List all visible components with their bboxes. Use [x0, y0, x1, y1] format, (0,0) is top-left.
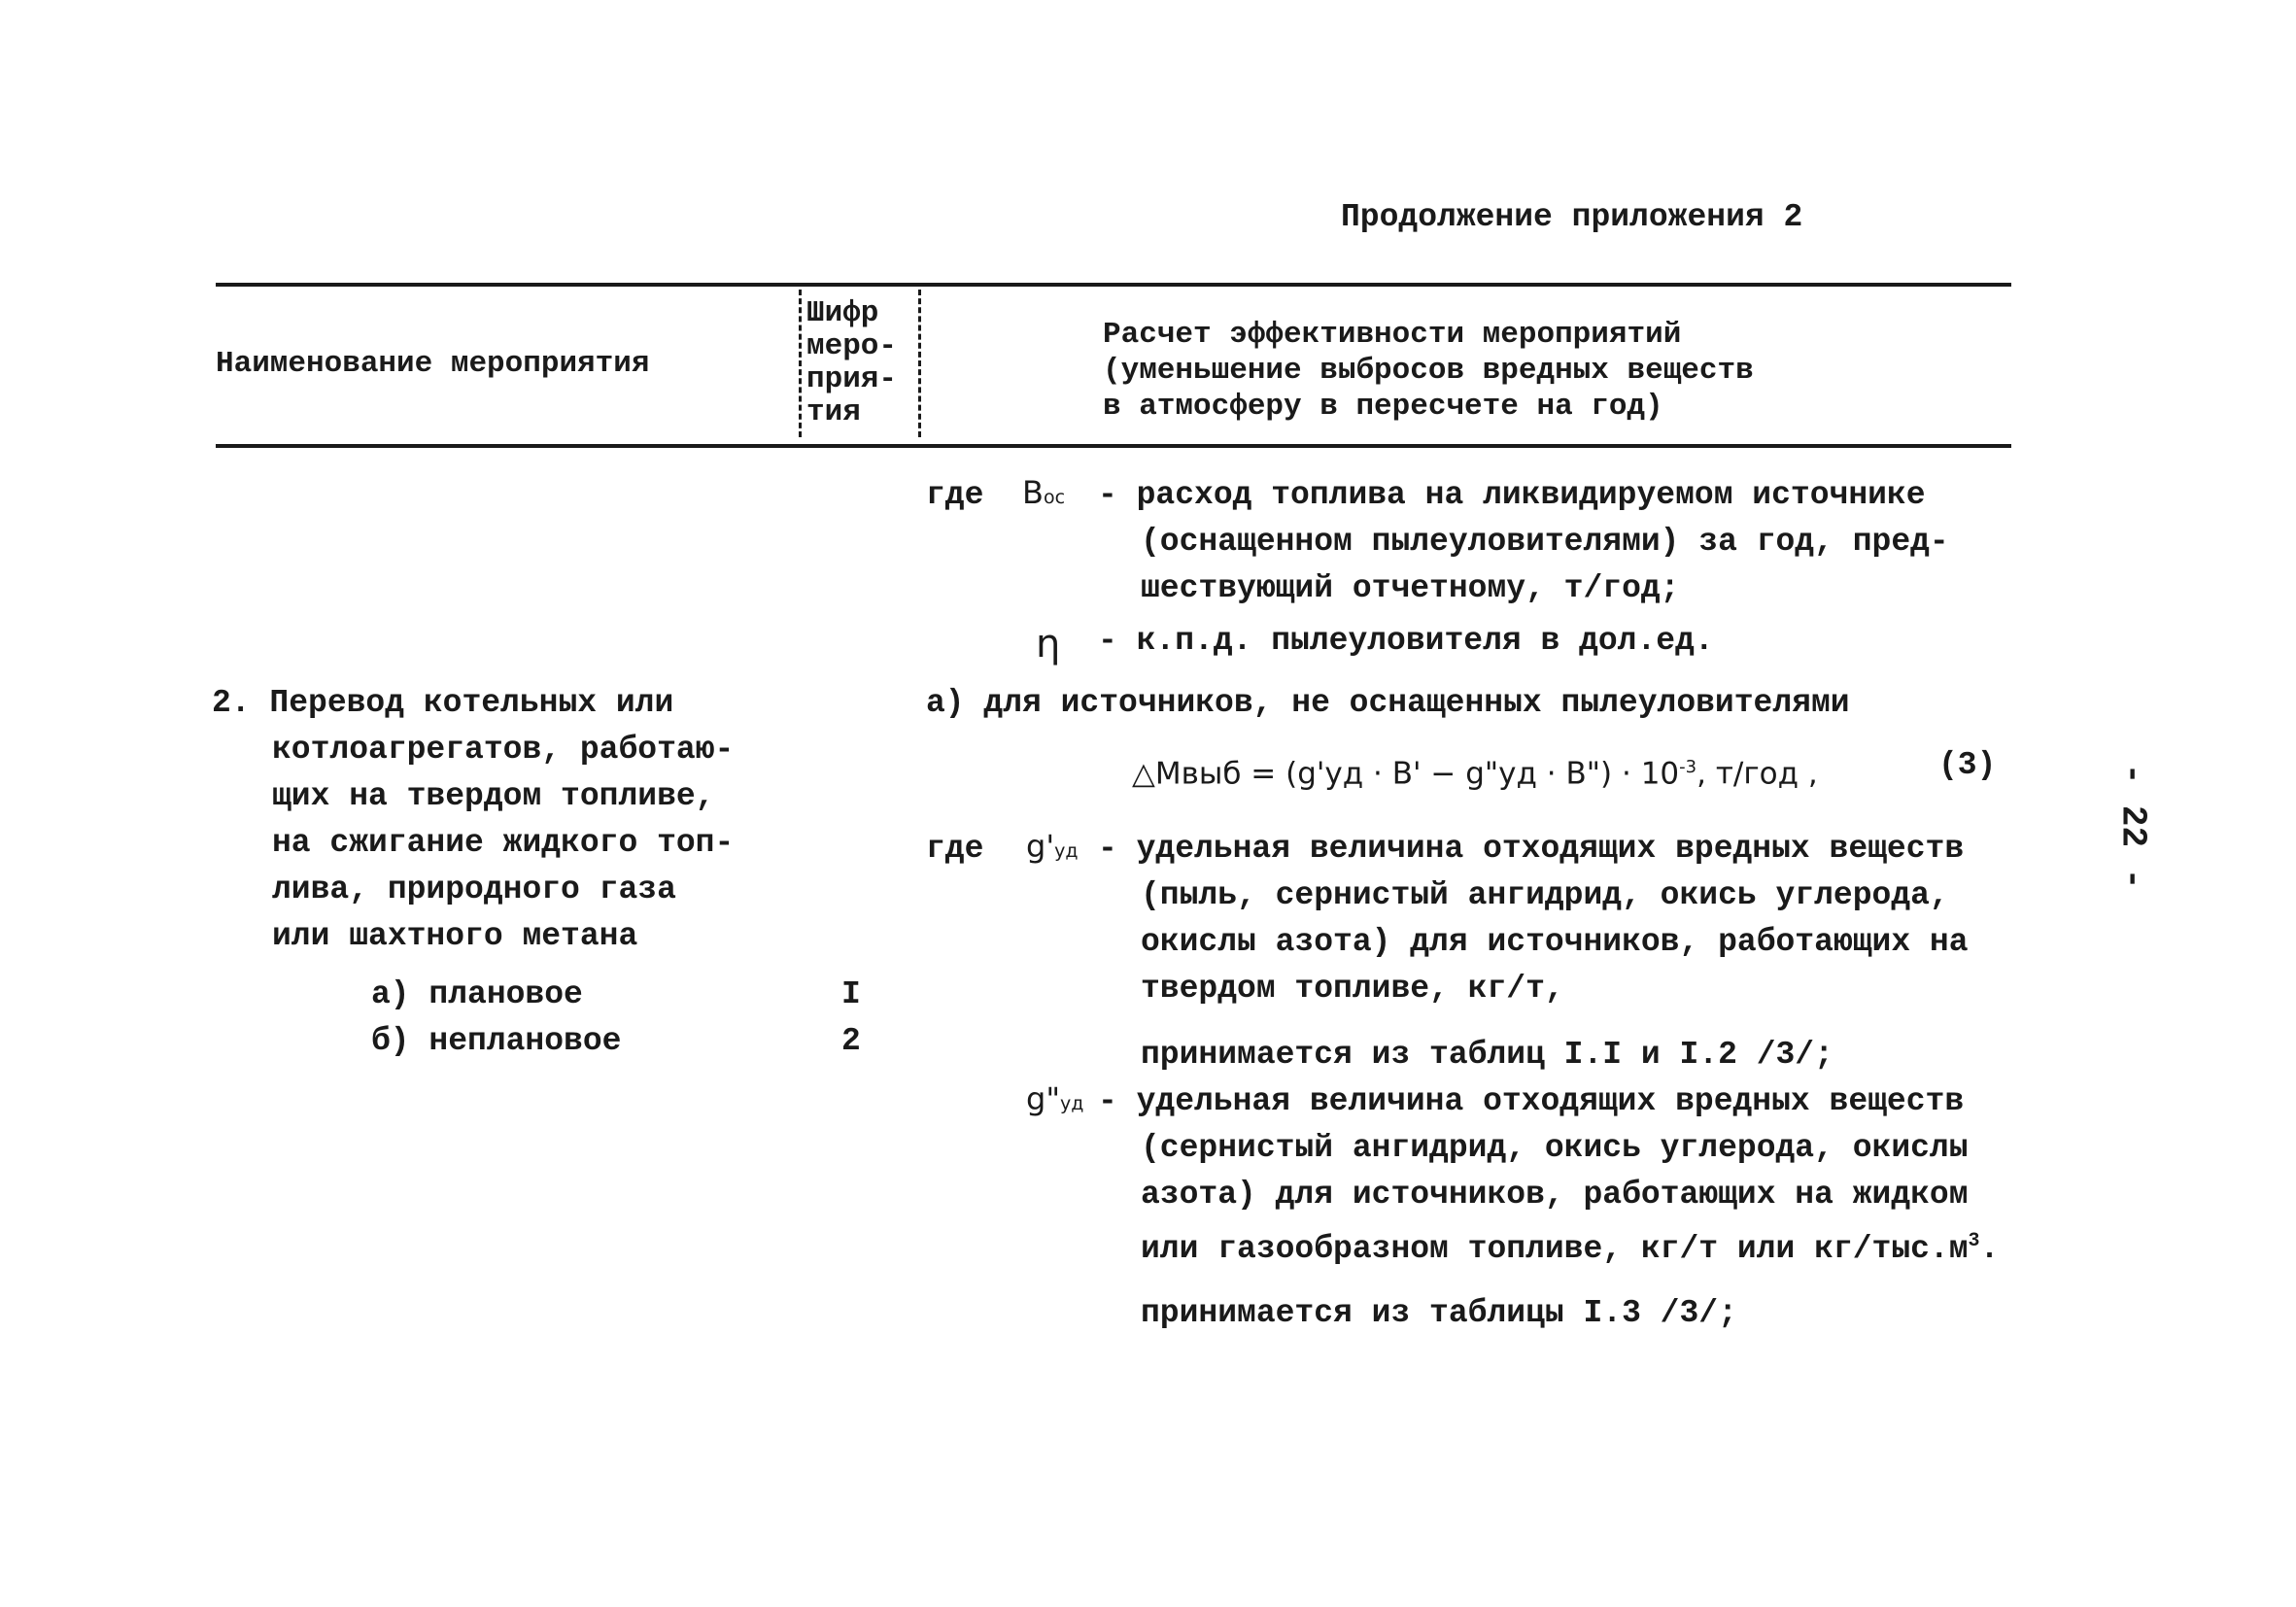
header-calculation: [1103, 317, 1754, 425]
continuation-heading: Продолжение приложения 2: [1341, 199, 1803, 235]
g1-definition-line: - удельная величина отходящих вредных веществ: [1098, 831, 1965, 867]
formula-3: [1132, 744, 1818, 797]
symbol-g1-main: g': [1026, 828, 1055, 865]
header-calculation-line: в атмосферу в пересчете на год): [1103, 390, 1663, 424]
symbol-boc-main: B: [1022, 474, 1044, 511]
table-header-bottom-rule: [216, 444, 2011, 448]
measure-title-line: или шахтного метана: [272, 918, 638, 954]
where-label-2: где: [926, 831, 984, 867]
measure-title-line: щих на твердом топливе,: [272, 778, 715, 814]
table-top-rule: [216, 283, 2011, 287]
header-code-line: Шифр: [806, 296, 879, 330]
g2-last-line-sup: 3: [1968, 1230, 1980, 1252]
option-planned-code: I: [841, 976, 861, 1012]
header-code-line: меро-: [806, 329, 898, 363]
boc-definition-line: (оснащенном пылеуловителями) за год, пред-: [1141, 524, 1949, 560]
g2-definition-line: азота) для источников, работающих на жидком: [1141, 1177, 1969, 1213]
column-divider-right: [918, 290, 921, 437]
header-code-line: прия-: [806, 362, 898, 396]
measure-title-line: лива, природного газа: [272, 872, 676, 907]
eta-definition: - к.п.д. пылеуловителя в дол.ед.: [1098, 623, 1714, 659]
symbol-g2-sub: уд: [1060, 1093, 1084, 1114]
g1-definition-line: твердом топливе, кг/т,: [1141, 971, 1564, 1007]
g2-definition-line: - удельная величина отходящих вредных веществ: [1098, 1083, 1965, 1119]
formula-body: △Mвыб = (g'уд · B' − g"уд · B") · 10: [1132, 756, 1680, 792]
symbol-g1: [1026, 828, 1079, 865]
g1-definition-line: (пыль, сернистый ангидрид, окись углерода,: [1141, 877, 1949, 913]
g2-last-line-end: .: [1979, 1231, 2000, 1267]
measure-title: [212, 680, 734, 960]
measure-title-line: котлоагрегатов, работаю-: [272, 732, 735, 768]
formula-unit: , т/год ,: [1696, 756, 1818, 792]
symbol-g1-sub: уд: [1054, 840, 1079, 862]
header-calculation-line: Расчет эффективности мероприятий: [1103, 318, 1682, 352]
formula-exponent: -3: [1679, 757, 1697, 777]
g2-definition: [1098, 1078, 1999, 1273]
g1-source: принимается из таблиц I.I и I.2 /3/;: [1141, 1037, 1833, 1073]
header-calculation-line: (уменьшение выбросов вредных веществ: [1103, 354, 1754, 388]
formula-number: (3): [1938, 747, 1997, 783]
boc-definition: [1098, 472, 1949, 612]
page-number: - 22 -: [2112, 763, 2153, 890]
symbol-boc-sub: ос: [1043, 487, 1066, 508]
boc-definition-line: - расход топлива на ликвидируемом источнике: [1098, 477, 1926, 513]
boc-definition-line: шествующий отчетному, т/год;: [1141, 570, 1680, 606]
header-measure-name: Наименование мероприятия: [216, 347, 650, 381]
measure-title-line: 2. Перевод котельных или: [212, 685, 674, 721]
g2-definition-line: (сернистый ангидрид, окись углерода, окислы: [1141, 1130, 1969, 1166]
option-planned: а) плановое: [371, 976, 583, 1012]
g2-definition-last-line: [1098, 1218, 1999, 1273]
symbol-boc: [1022, 474, 1065, 511]
column-divider-left: [799, 290, 802, 437]
option-unplanned-code: 2: [841, 1023, 861, 1059]
g2-source: принимается из таблицы I.3 /3/;: [1141, 1295, 1737, 1331]
header-code-line: тия: [806, 395, 861, 429]
g1-definition: [1098, 826, 1969, 1012]
header-code: [806, 297, 897, 429]
where-label-1: где: [926, 477, 984, 513]
g1-definition-line: окислы азота) для источников, работающих на: [1141, 924, 1969, 960]
symbol-g2: [1026, 1080, 1083, 1117]
option-unplanned: б) неплановое: [371, 1023, 622, 1059]
symbol-eta: η: [1036, 622, 1061, 667]
symbol-g2-main: g": [1026, 1080, 1061, 1117]
measure-title-line: на сжигание жидкого топ-: [272, 825, 735, 861]
g2-last-line-text: или газообразном топливе, кг/т или кг/тыс.м: [1141, 1231, 1969, 1267]
case-a-heading: а) для источников, не оснащенных пылеуловителями: [926, 685, 1850, 721]
